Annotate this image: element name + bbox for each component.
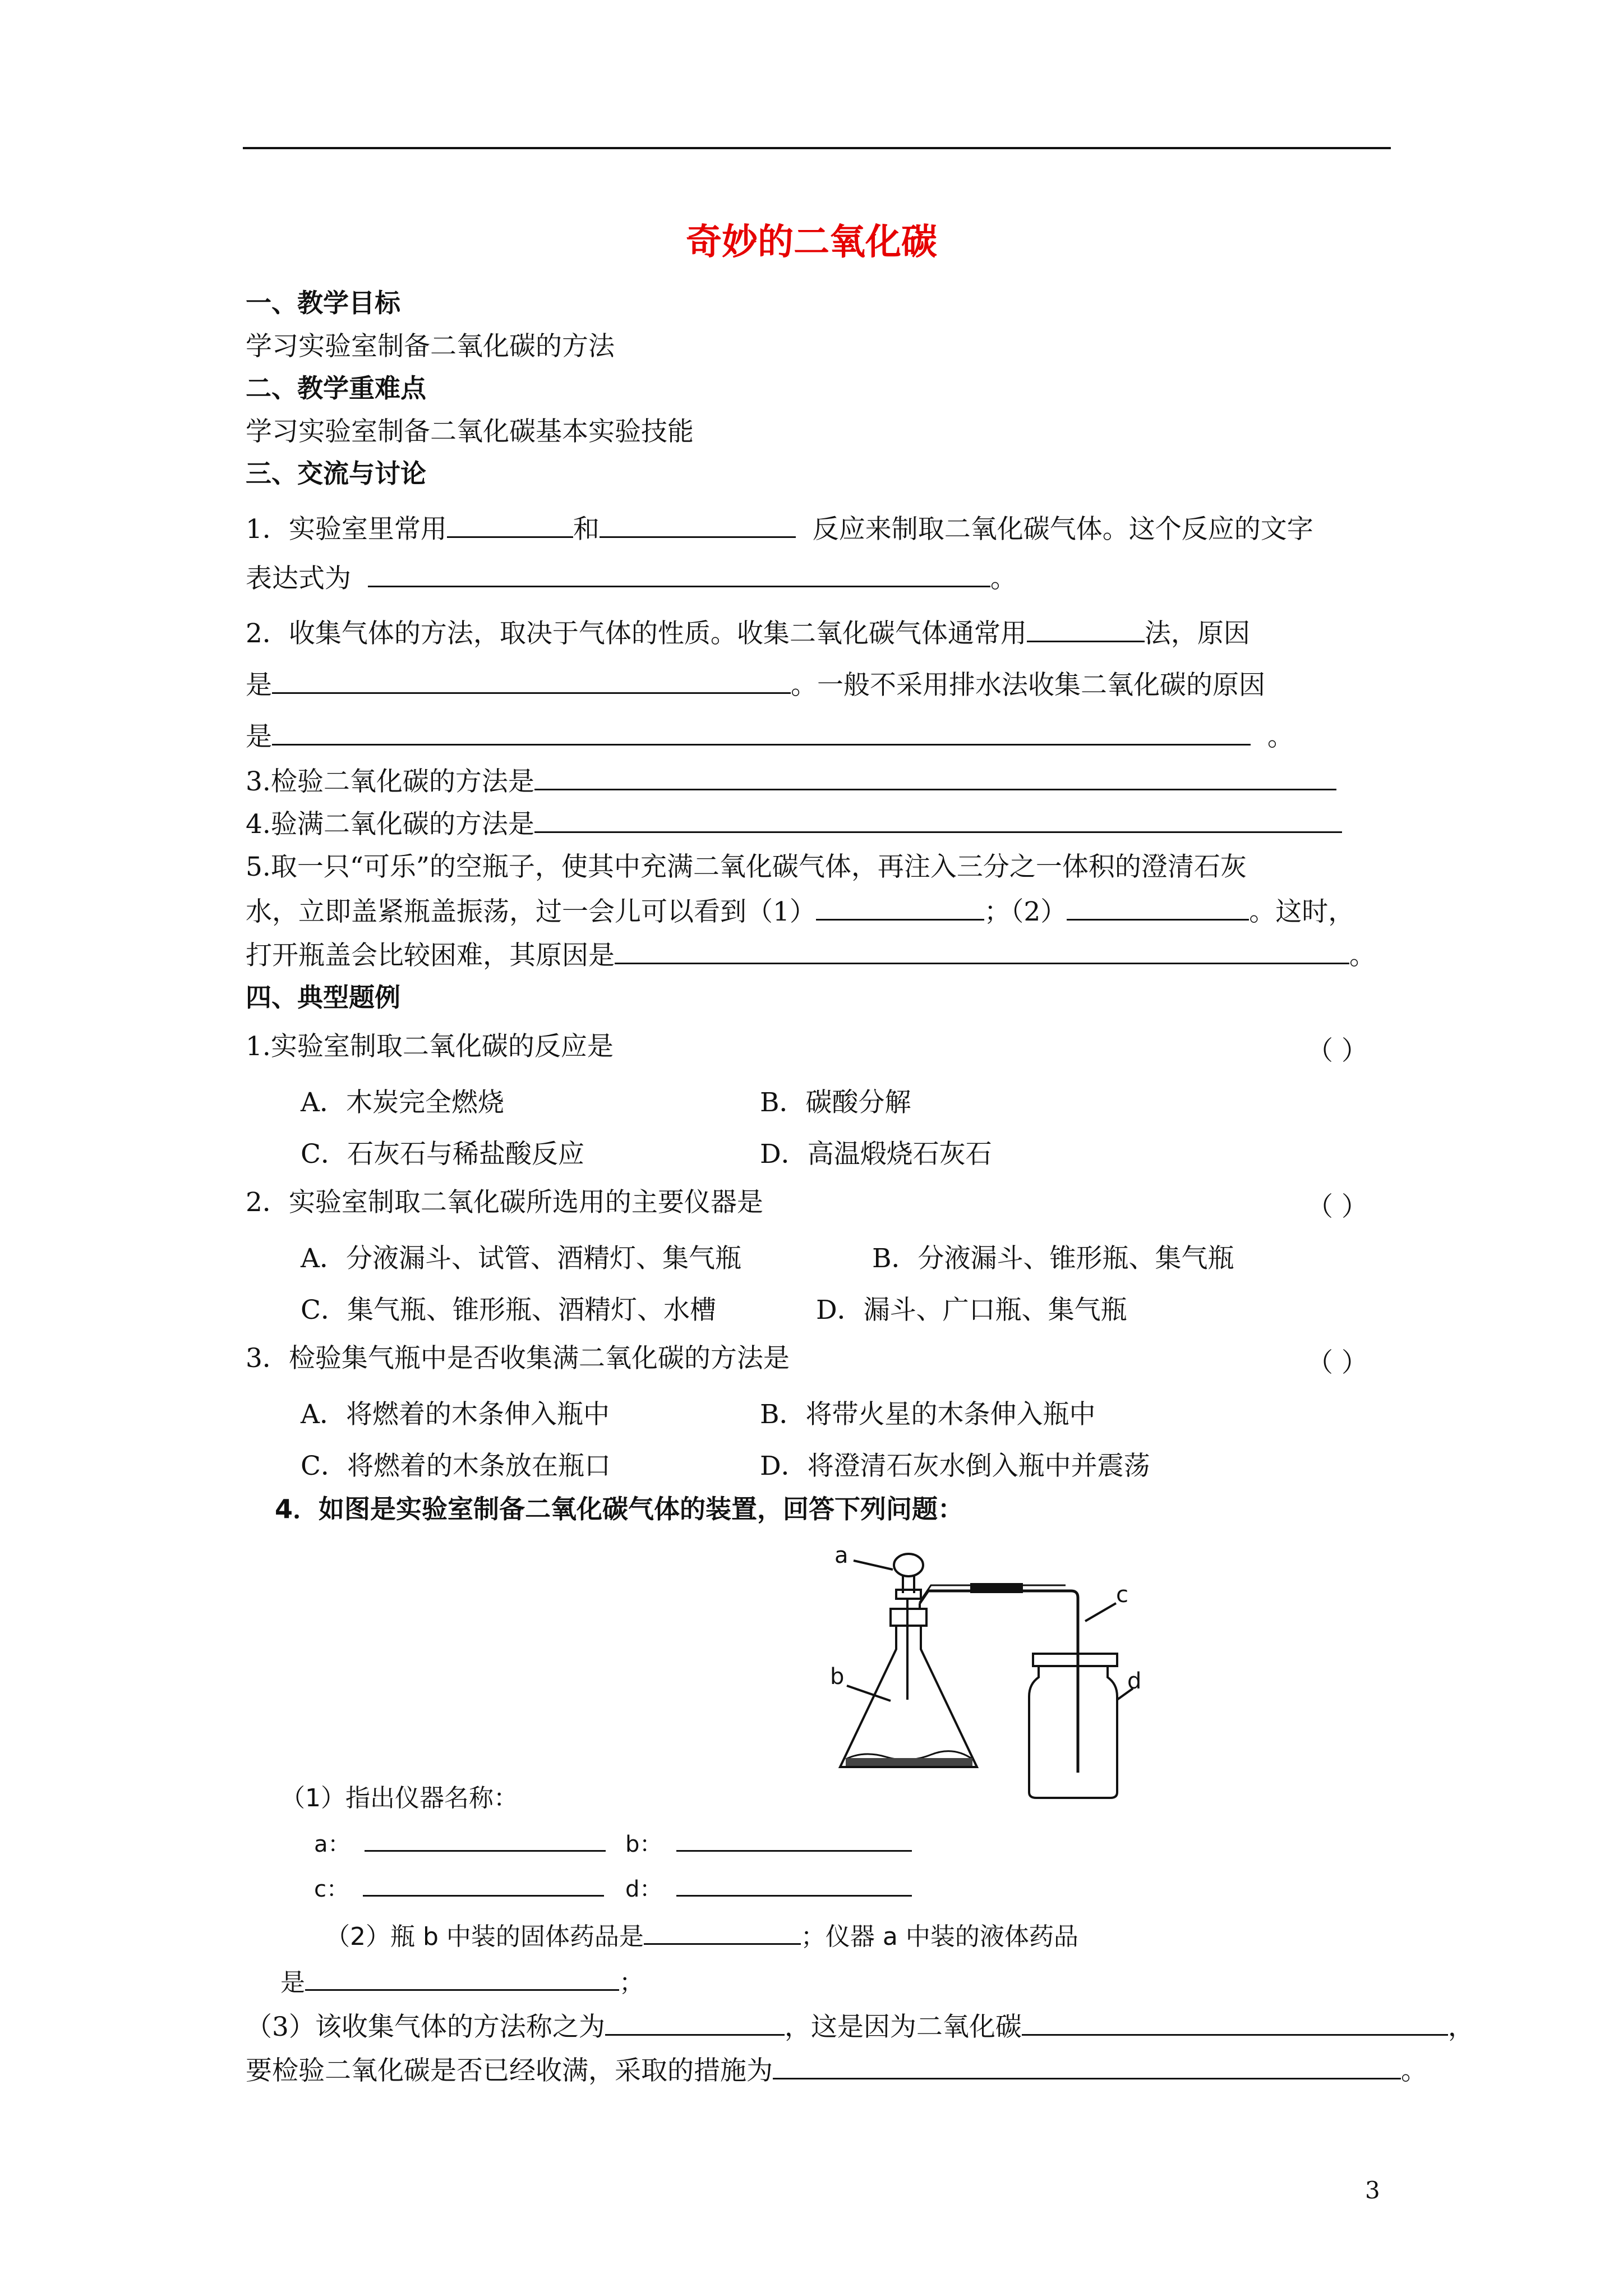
objectives-text: 学习实验室制备二氧化碳的方法: [246, 331, 615, 362]
question-text: 。一般不采用排水法收集二氧化碳的原因: [791, 670, 1265, 701]
answer-blank[interactable]: [676, 1870, 912, 1897]
option-c[interactable]: C．集气瓶、锥形瓶、酒精灯、水槽: [301, 1295, 716, 1326]
figure-label-a: a: [834, 1543, 849, 1568]
question-text: 3.检验二氧化碳的方法是: [246, 766, 534, 797]
answer-blank[interactable]: [534, 764, 1336, 790]
answer-blank[interactable]: [272, 668, 791, 694]
question-5-line-1: 5.取一只“可乐”的空瓶子，使其中充满二氧化碳气体，再注入三分之一体积的澄清石灰: [246, 852, 1247, 882]
answer-paren[interactable]: （ ）: [1307, 1191, 1368, 1222]
question-text: 4.验满二氧化碳的方法是: [246, 809, 534, 840]
label-d: d：: [625, 1876, 662, 1902]
question-text: 是: [246, 721, 272, 752]
answer-blank[interactable]: [615, 938, 1349, 964]
answer-blank[interactable]: [600, 512, 796, 538]
instrument-b-row: [625, 1825, 912, 1861]
question-text: （3）该收集气体的方法称之为: [246, 2012, 605, 2042]
question-1-line-1: [246, 512, 1313, 546]
question-4: [246, 807, 1342, 841]
question-2-line-2: [246, 668, 1265, 702]
section-heading-key-points: 二、教学重难点: [246, 373, 426, 403]
figure-label-d: d: [1127, 1668, 1142, 1694]
question-text: ；仪器 a 中装的液体药品: [800, 1922, 1078, 1951]
answer-blank[interactable]: [272, 719, 1251, 746]
example-4-part-2-line-2: [280, 1964, 644, 2000]
answer-blank[interactable]: [605, 2009, 785, 2036]
section-heading-objectives: 一、教学目标: [246, 288, 400, 318]
answer-paren[interactable]: （ ）: [1307, 1347, 1368, 1378]
answer-blank[interactable]: [644, 1918, 801, 1945]
label-a: a：: [314, 1832, 351, 1857]
option-d[interactable]: D．将澄清石灰水倒入瓶中并震荡: [760, 1451, 1150, 1481]
figure-label-b: b: [830, 1664, 845, 1690]
question-text: 打开瓶盖会比较困难，其原因是: [246, 940, 615, 971]
question-text: 表达式为: [246, 563, 351, 594]
example-1-stem: 1.实验室制取二氧化碳的反应是: [246, 1031, 614, 1062]
question-text: ；（2）: [984, 896, 1067, 927]
question-2-line-1: [246, 616, 1250, 651]
question-text: 法，原因: [1144, 618, 1250, 649]
question-text: ；: [619, 1968, 644, 1997]
question-5-line-3: [246, 938, 1376, 973]
funnel-stopcock: [896, 1590, 921, 1599]
option-c[interactable]: C．石灰石与稀盐酸反应: [301, 1139, 584, 1170]
separatory-funnel-bulb: [894, 1554, 923, 1576]
page-title: 奇妙的二氧化碳: [686, 222, 937, 263]
example-4-part-3-line-1: [246, 2009, 1474, 2044]
header-rule: [243, 147, 1391, 149]
option-c[interactable]: C．将燃着的木条放在瓶口: [301, 1451, 611, 1481]
question-3: [246, 764, 1336, 799]
question-text: 1．实验室里常用: [246, 514, 447, 545]
page-number: 3: [1365, 2177, 1380, 2204]
answer-blank[interactable]: [816, 894, 984, 921]
key-points-text: 学习实验室制备二氧化碳基本实验技能: [246, 416, 694, 447]
question-text: 。: [1267, 721, 1294, 752]
option-d[interactable]: D．漏斗、广口瓶、集气瓶: [816, 1295, 1127, 1326]
question-text: 是: [280, 1968, 305, 1997]
answer-paren[interactable]: （ ）: [1307, 1036, 1368, 1066]
marble-chips: [846, 1758, 972, 1766]
answer-blank[interactable]: [305, 1964, 619, 1991]
question-text: 。: [1401, 2055, 1427, 2086]
answer-blank[interactable]: [773, 2053, 1401, 2079]
answer-blank[interactable]: [1022, 2009, 1448, 2036]
question-text: 。: [1349, 940, 1376, 971]
option-a[interactable]: A．将燃着的木条伸入瓶中: [301, 1399, 610, 1430]
delivery-tube: [920, 1591, 1078, 1773]
question-text: 和: [573, 514, 600, 545]
question-text: （2）瓶 b 中装的固体药品是: [325, 1922, 644, 1951]
gas-jar: [1029, 1666, 1117, 1798]
answer-blank[interactable]: [447, 512, 573, 538]
answer-blank[interactable]: [1067, 894, 1249, 921]
question-text: ，这是因为二氧化碳: [784, 2012, 1022, 2042]
option-b[interactable]: B．分液漏斗、锥形瓶、集气瓶: [872, 1243, 1234, 1274]
figure-label-c: c: [1116, 1582, 1128, 1608]
answer-blank[interactable]: [368, 561, 990, 587]
answer-blank[interactable]: [534, 807, 1342, 833]
instrument-c-row: [314, 1870, 604, 1906]
label-b: b：: [625, 1832, 662, 1857]
instrument-d-row: [625, 1870, 912, 1906]
question-5-line-2: [246, 894, 1354, 929]
example-4-part-2-line-1: [325, 1918, 1078, 1954]
example-3-stem: 3．检验集气瓶中是否收集满二氧化碳的方法是: [246, 1343, 790, 1374]
answer-blank[interactable]: [363, 1870, 604, 1897]
question-1-line-2: [246, 561, 1017, 596]
example-4-part-3-line-2: [246, 2053, 1427, 2088]
example-4-part-1: （1）指出仪器名称：: [280, 1784, 518, 1812]
option-a[interactable]: A．分液漏斗、试管、酒精灯、集气瓶: [301, 1243, 741, 1274]
answer-blank[interactable]: [1027, 616, 1145, 642]
example-4-stem: 4．如图是实验室制备二氧化碳气体的装置，回答下列问题：: [275, 1494, 964, 1524]
question-text: 要检验二氧化碳是否已经收满，采取的措施为: [246, 2055, 773, 2086]
question-text: 反应来制取二氧化碳气体。这个反应的文字: [812, 514, 1313, 545]
option-b[interactable]: B．碳酸分解: [760, 1087, 911, 1118]
question-text: 2．收集气体的方法，取决于气体的性质。收集二氧化碳气体通常用: [246, 618, 1027, 649]
answer-blank[interactable]: [676, 1825, 912, 1852]
question-text: 是: [246, 670, 272, 701]
question-text: 。: [990, 563, 1017, 594]
question-text: 。这时，: [1249, 896, 1355, 927]
rubber-connector: [971, 1584, 1022, 1592]
option-a[interactable]: A．木炭完全燃烧: [301, 1087, 504, 1118]
question-text: 水，立即盖紧瓶盖振荡，过一会儿可以看到（1）: [246, 896, 816, 927]
label-c: c：: [314, 1876, 349, 1902]
example-2-stem: 2．实验室制取二氧化碳所选用的主要仪器是: [246, 1187, 763, 1218]
option-d[interactable]: D．高温煅烧石灰石: [760, 1139, 992, 1170]
section-heading-examples: 四、典型题例: [246, 982, 400, 1013]
question-text: ，: [1447, 2012, 1474, 2042]
instrument-a-row: [314, 1825, 606, 1861]
question-2-line-3: [246, 719, 1294, 754]
co2-apparatus-diagram: [830, 1537, 1155, 1812]
option-b[interactable]: B．将带火星的木条伸入瓶中: [760, 1399, 1096, 1430]
gas-jar-cover: [1033, 1654, 1117, 1666]
section-heading-discussion: 三、交流与讨论: [246, 458, 426, 489]
answer-blank[interactable]: [365, 1825, 606, 1852]
